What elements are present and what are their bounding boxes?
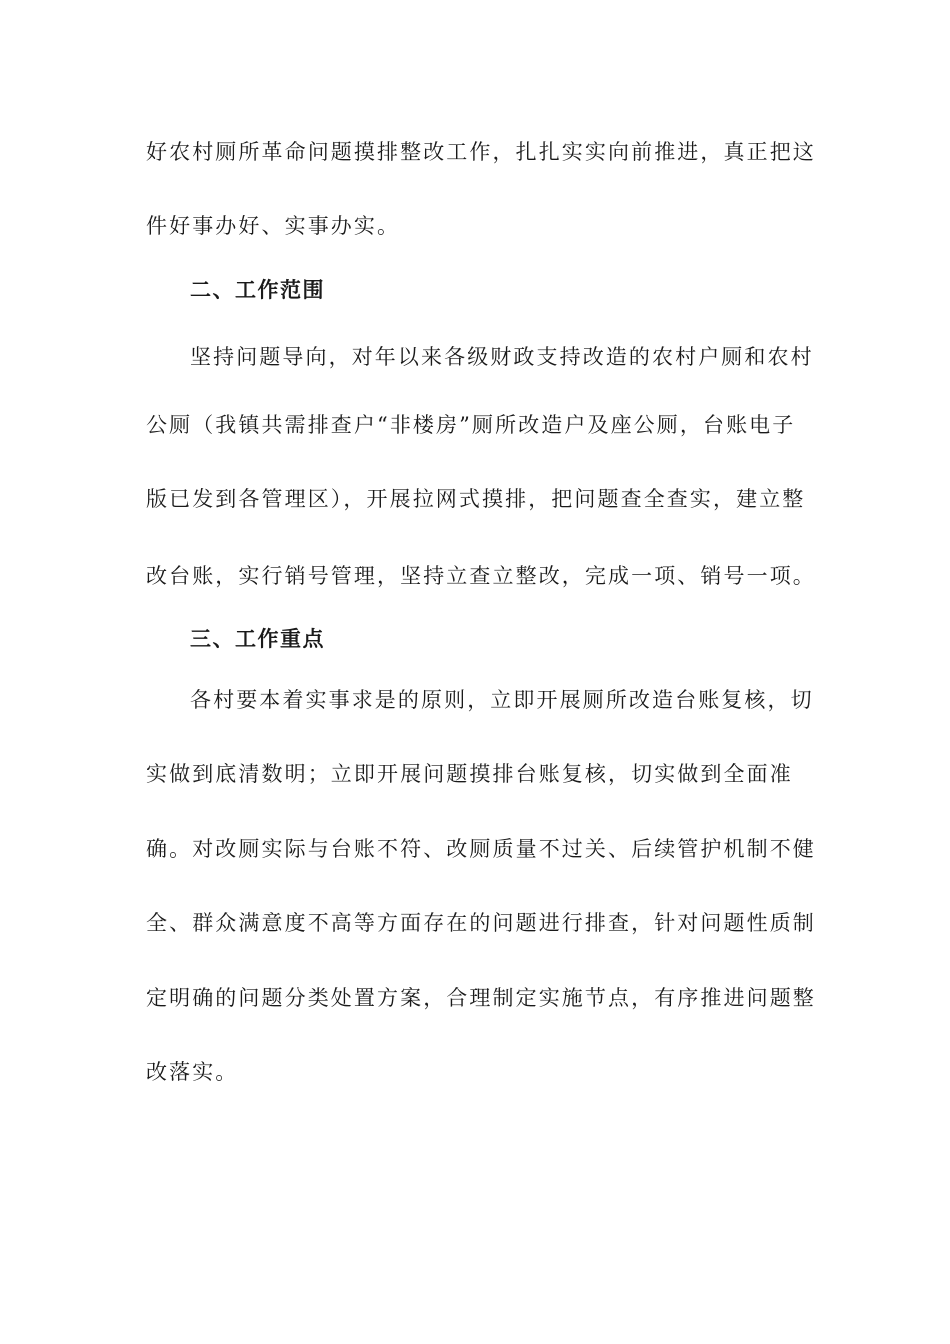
paragraph-line: 好农村厕所革命问题摸排整改工作，扎扎实实向前推进，真正把这: [146, 140, 816, 164]
paragraph-line: 改台账，实行销号管理，坚持立查立整改，完成一项、销号一项。: [146, 564, 816, 588]
paragraph-line: 全、群众满意度不高等方面存在的问题进行排查，针对问题性质制: [146, 911, 816, 935]
paragraph-line: 各村要本着实事求是的原则，立即开展厕所改造台账复核，切: [190, 688, 814, 712]
paragraph-line: 版已发到各管理区），开展拉网式摸排，把问题查全查实，建立整: [146, 487, 806, 511]
section-heading-focus: 三、工作重点: [190, 627, 325, 651]
paragraph-line: 改落实。: [146, 1060, 239, 1084]
paragraph-line: 公厕（我镇共需排查户“非楼房”厕所改造户及座公厕，台账电子: [146, 413, 796, 437]
paragraph-line: 定明确的问题分类处置方案，合理制定实施节点，有序推进问题整: [146, 986, 816, 1010]
section-heading-scope: 二、工作范围: [190, 278, 325, 302]
paragraph-line: 确。对改厕实际与台账不符、改厕质量不过关、后续管护机制不健: [146, 837, 816, 861]
paragraph-line: 件好事办好、实事办实。: [146, 214, 401, 238]
paragraph-line: 实做到底清数明；立即开展问题摸排台账复核，切实做到全面准: [146, 762, 793, 786]
paragraph-line: 坚持问题导向，对年以来各级财政支持改造的农村户厕和农村: [190, 345, 814, 369]
